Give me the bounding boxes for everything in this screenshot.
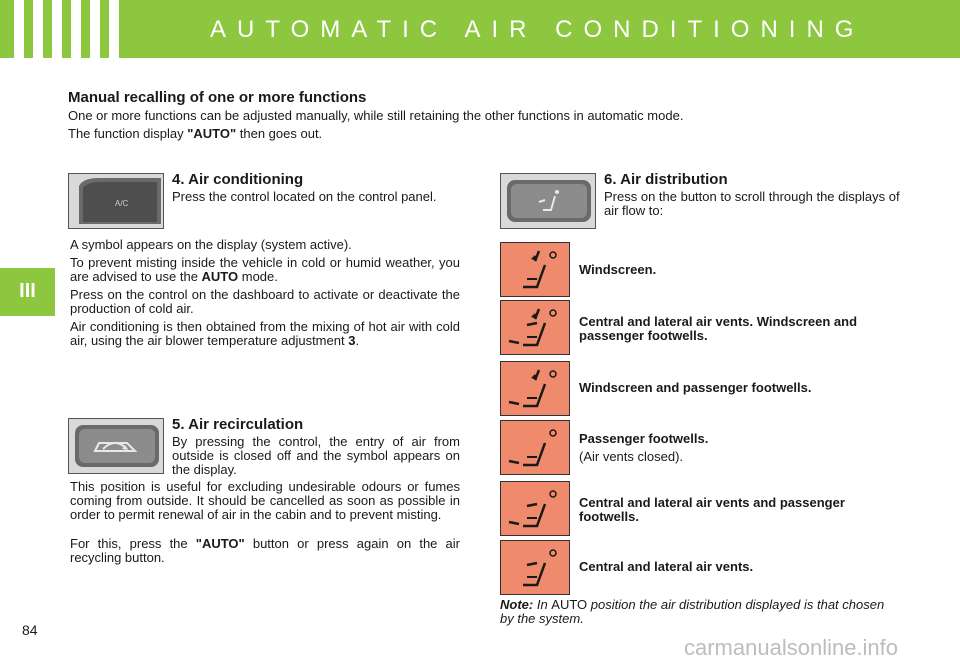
- header-stripe: [14, 0, 24, 58]
- section5-desc: By pressing the control, the entry of air from outside is closed off and the symbol appears on the display.: [172, 434, 460, 477]
- section6-heading: 6. Air distribution: [604, 171, 728, 188]
- ac-button-label: A/C: [115, 199, 129, 208]
- distribution-button-image: [500, 173, 596, 229]
- section5-p2-text: For this, press the: [70, 536, 196, 551]
- watermark: carmanualsonline.info: [684, 635, 899, 660]
- section4-p2-suffix: mode.: [238, 269, 278, 284]
- recirculation-button-image: [68, 418, 164, 474]
- intro-line2-bold: "AUTO": [187, 126, 237, 141]
- mode-vents-label: Central and lateral air vents.: [579, 559, 754, 574]
- page-title: AUTOMATIC AIR CONDITIONING: [210, 16, 865, 43]
- mode-vents-footwells-label: Central and lateral air vents and passenger footwells.: [579, 495, 845, 524]
- windscreen-mode-icon: [500, 242, 570, 297]
- section4-p2: [70, 256, 460, 284]
- intro-line2-suffix: then goes out.: [236, 126, 323, 141]
- section5-p2-suffix: button or press again on the air recycling button.: [70, 536, 460, 565]
- intro-heading: Manual recalling of one or more functions: [68, 89, 367, 106]
- section4-p4: [70, 320, 460, 348]
- vents-mode-icon: [500, 540, 570, 595]
- note-text: In: [533, 597, 552, 612]
- note-auto: AUTO: [551, 597, 588, 612]
- section4-p4-bold: 3: [348, 333, 356, 348]
- section4-p4-text: Air conditioning is then obtained from the mixing of hot air with cold air, using the air blower temperature adjustment: [70, 319, 460, 348]
- mode-windscreen-label: Windscreen.: [579, 262, 657, 277]
- header-stripe: [71, 0, 81, 58]
- section4-p3: Press on the control on the dashboard to activate or deactivate the production of cold air.: [70, 287, 460, 316]
- header-band: [0, 0, 960, 58]
- intro-line2: [68, 127, 908, 141]
- section5-p1: This position is useful for excluding undesirable odours or fumes coming from outside. It should be cancelled as soon as possible in order to permit renewal of air in the cabin and to prevent misting.: [70, 479, 460, 522]
- mode-footwells-sub: (Air vents closed).: [579, 449, 684, 464]
- footwells-mode-icon: [500, 420, 570, 475]
- section5-heading: 5. Air recirculation: [172, 416, 304, 433]
- note-text-suffix: position the air distribution displayed is that chosen by the system.: [500, 597, 885, 626]
- section4-desc: Press the control located on the control panel.: [172, 189, 437, 204]
- windscreen-footwells-mode-icon: [500, 361, 570, 416]
- mode-footwells-label: Passenger footwells.: [579, 431, 709, 446]
- chapter-tab: [0, 268, 55, 316]
- page-number: 84: [22, 622, 38, 638]
- section5-p2: [70, 537, 460, 565]
- mode-windscreen-footwells-label: Windscreen and passenger footwells.: [579, 380, 812, 395]
- header-stripe: [90, 0, 100, 58]
- intro-line2-text: The function display: [68, 126, 188, 141]
- note: [500, 598, 900, 626]
- mode-vents-windscreen-footwells-label: Central and lateral air vents. Windscreen and passenger footwells.: [579, 314, 858, 343]
- chapter-tab-label: III: [19, 280, 36, 302]
- section4-heading: 4. Air conditioning: [172, 171, 304, 188]
- vents-windscreen-footwells-mode-icon: [500, 300, 570, 355]
- section4-p1: A symbol appears on the display (system active).: [70, 237, 352, 252]
- vents-footwells-mode-icon: [500, 481, 570, 536]
- header-stripe: [109, 0, 119, 58]
- ac-button-image: [68, 173, 164, 229]
- section5-p2-bold: "AUTO": [195, 536, 245, 551]
- section4-p2-bold: AUTO: [201, 269, 239, 284]
- section4-p2-text: To prevent misting inside the vehicle in cold or humid weather, you are advised to use the: [70, 255, 460, 284]
- section4-p4-suffix: .: [355, 333, 360, 348]
- note-label: Note:: [500, 597, 534, 612]
- section6-desc: Press on the button to scroll through the displays of air flow to:: [604, 189, 900, 218]
- intro-line1: One or more functions can be adjusted manually, while still retaining the other functions in automatic mode.: [68, 108, 684, 123]
- header-stripe: [52, 0, 62, 58]
- header-stripe: [33, 0, 43, 58]
